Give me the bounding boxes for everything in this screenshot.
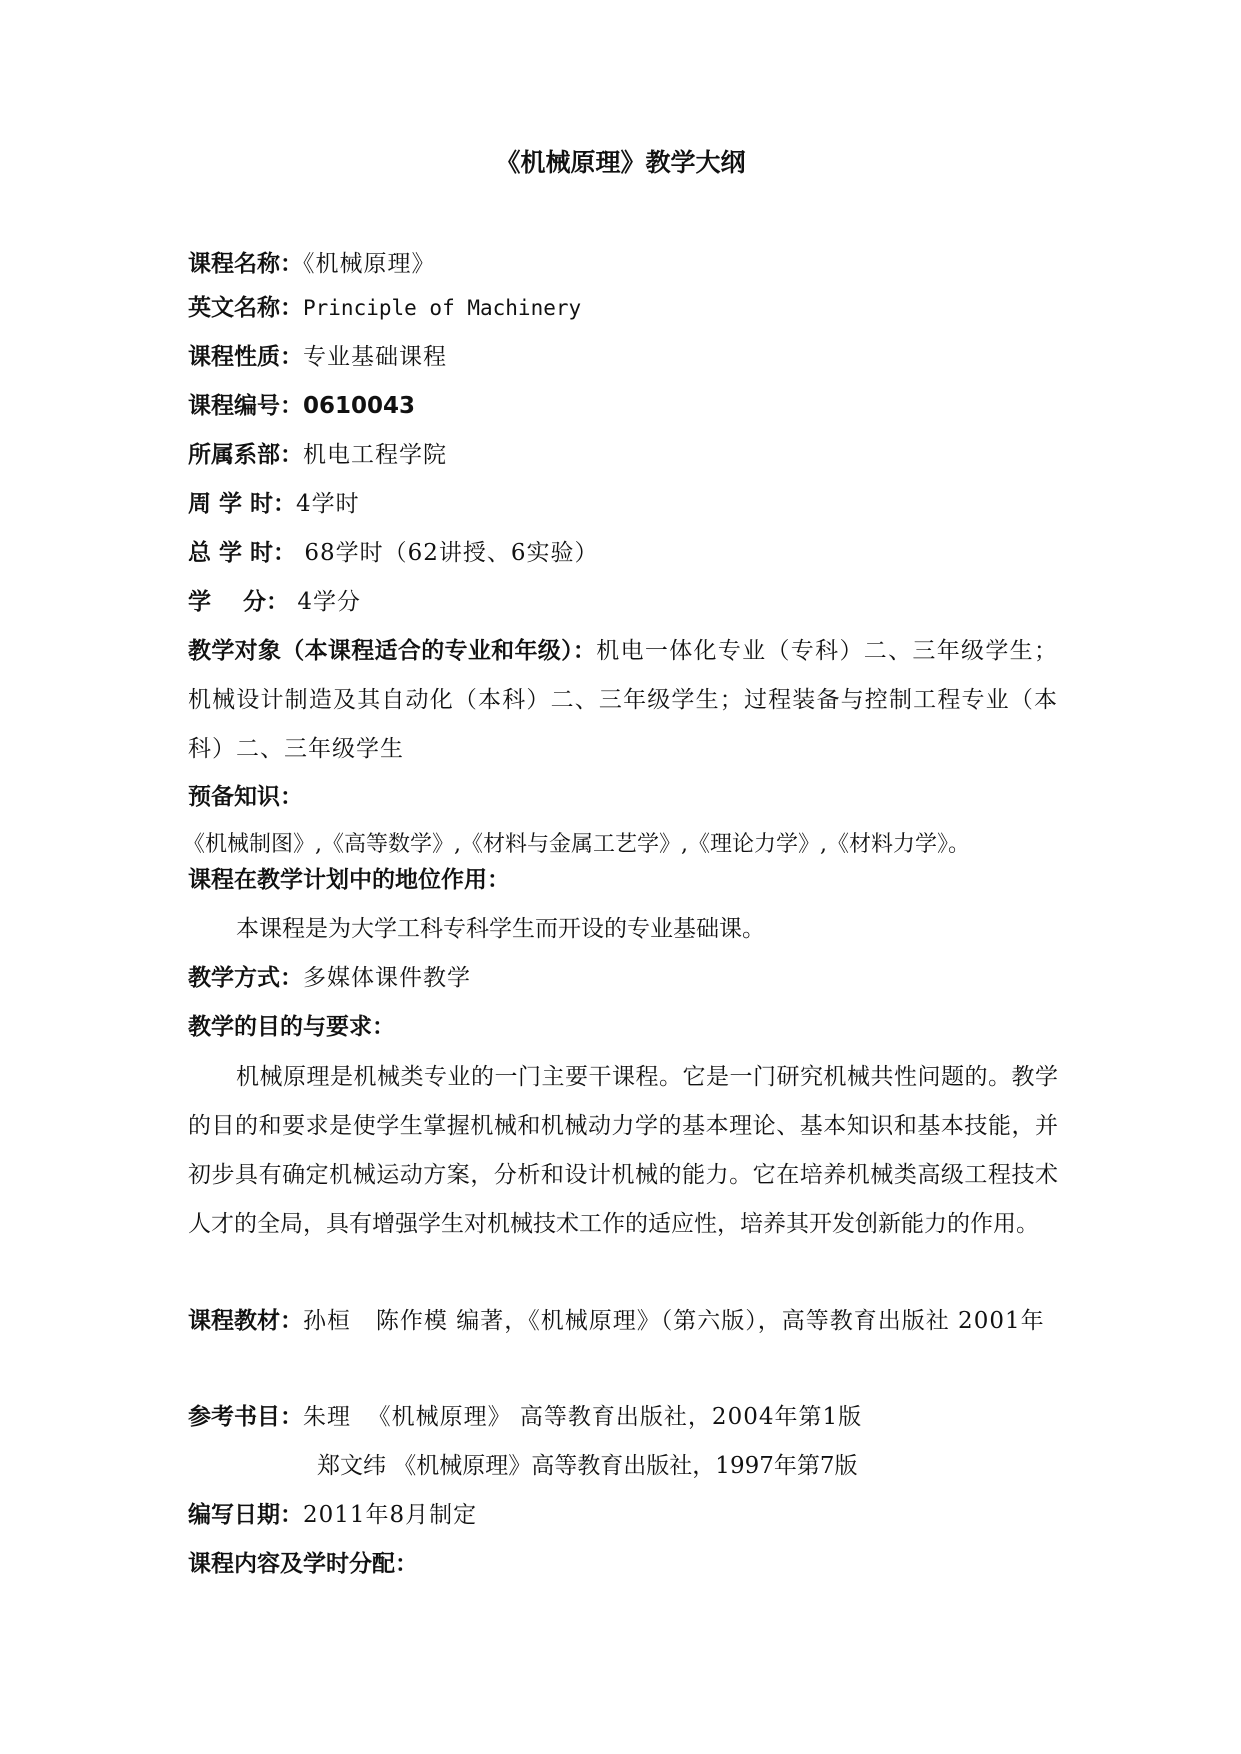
- method-row: [188, 961, 1058, 995]
- course-code-row: [188, 389, 1058, 423]
- prerequisites-value: 《机械制图》,《高等数学》,《材料与金属工艺学》,《理论力学》,《材料力学》。: [183, 832, 970, 857]
- weekly-hours-label: 周 学 时：: [188, 491, 297, 517]
- course-name-label: 课程名称：: [188, 251, 303, 277]
- weekly-hours-row: [188, 487, 1058, 521]
- department-value: 机电工程学院: [303, 442, 447, 468]
- method-value: 多媒体课件教学: [303, 965, 471, 991]
- prerequisites-label: 预备知识：: [188, 784, 303, 810]
- course-nature-row: [188, 340, 1058, 374]
- course-name-row: [188, 247, 1058, 281]
- position-value: 本课程是为大学工科专科学生而开设的专业基础课。: [236, 916, 765, 942]
- date-label: 编写日期：: [188, 1502, 303, 1528]
- content-heading: [188, 1547, 1058, 1581]
- textbook-label: 课程教材：: [188, 1308, 303, 1334]
- total-hours-row: [188, 536, 1058, 570]
- textbook-value: 孙桓 陈作模 编著，《机械原理》（第六版），高等教育出版社 2001年: [303, 1308, 1045, 1334]
- position-label: 课程在教学计划中的地位作用：: [188, 867, 510, 893]
- course-nature-label: 课程性质：: [188, 344, 303, 370]
- course-code-label: 课程编号：: [188, 393, 303, 419]
- textbook-paragraph: [188, 1297, 1058, 1346]
- credits-value: 4学分: [289, 589, 361, 615]
- weekly-hours-value: 4学时: [296, 491, 360, 517]
- reference-item-2: 郑文纬 《机械原理》高等教育出版社，1997年第7版: [317, 1453, 858, 1479]
- english-name-label: 英文名称：: [188, 295, 303, 321]
- date-value: 2011年8月制定: [303, 1502, 478, 1528]
- target-paragraph: [188, 627, 1058, 774]
- department-label: 所属系部：: [188, 442, 303, 468]
- course-name-value: 《机械原理》: [303, 251, 436, 277]
- references-label: 参考书目：: [188, 1404, 303, 1430]
- total-hours-label: 总 学 时：: [188, 540, 297, 566]
- credits-label: 学 分：: [188, 589, 290, 615]
- date-row: [188, 1498, 1058, 1532]
- content-heading-label: 课程内容及学时分配：: [188, 1551, 418, 1577]
- target-label: 教学对象（本课程适合的专业和年级）：: [188, 638, 597, 664]
- credits-row: [188, 585, 1058, 619]
- reference-item-1: 朱理 《机械原理》 高等教育出版社，2004年第1版: [303, 1404, 863, 1430]
- objectives-paragraph: 机械原理是机械类专业的一门主要干课程。它是一门研究机械共性问题的。教学的目的和要求是使学生掌握机械和机械动力学的基本理论、基本知识和基本技能，并初步具有确定机械运动方案，分析和设计机械的能力。它在培养机械类高级工程技术人才的全局，具有增强学生对机械技术工作的适应性，培养其开发创新能力的作用。: [188, 1064, 1058, 1237]
- target-value: 机电一体化专业（专科）二、三年级学生；机械设计制造及其自动化（本科）二、三年级学生；过程装备与控制工程专业（本科）二、三年级学生: [188, 638, 1059, 762]
- course-code-value: 0610043: [303, 393, 416, 419]
- method-label: 教学方式：: [188, 965, 303, 991]
- course-nature-value: 专业基础课程: [303, 344, 447, 370]
- objectives-heading: [188, 1010, 1058, 1044]
- objectives-label: 教学的目的与要求：: [188, 1014, 395, 1040]
- references-row: [188, 1400, 1058, 1434]
- prerequisites-heading: [188, 780, 1058, 814]
- total-hours-value: 68学时（62讲授、6实验）: [296, 540, 599, 566]
- department-row: [188, 438, 1058, 472]
- position-heading: [188, 863, 1058, 897]
- english-name-value: Principle of Machinery: [303, 296, 582, 320]
- english-name-row: [188, 291, 1058, 325]
- document-title: 《机械原理》教学大纲: [495, 148, 746, 177]
